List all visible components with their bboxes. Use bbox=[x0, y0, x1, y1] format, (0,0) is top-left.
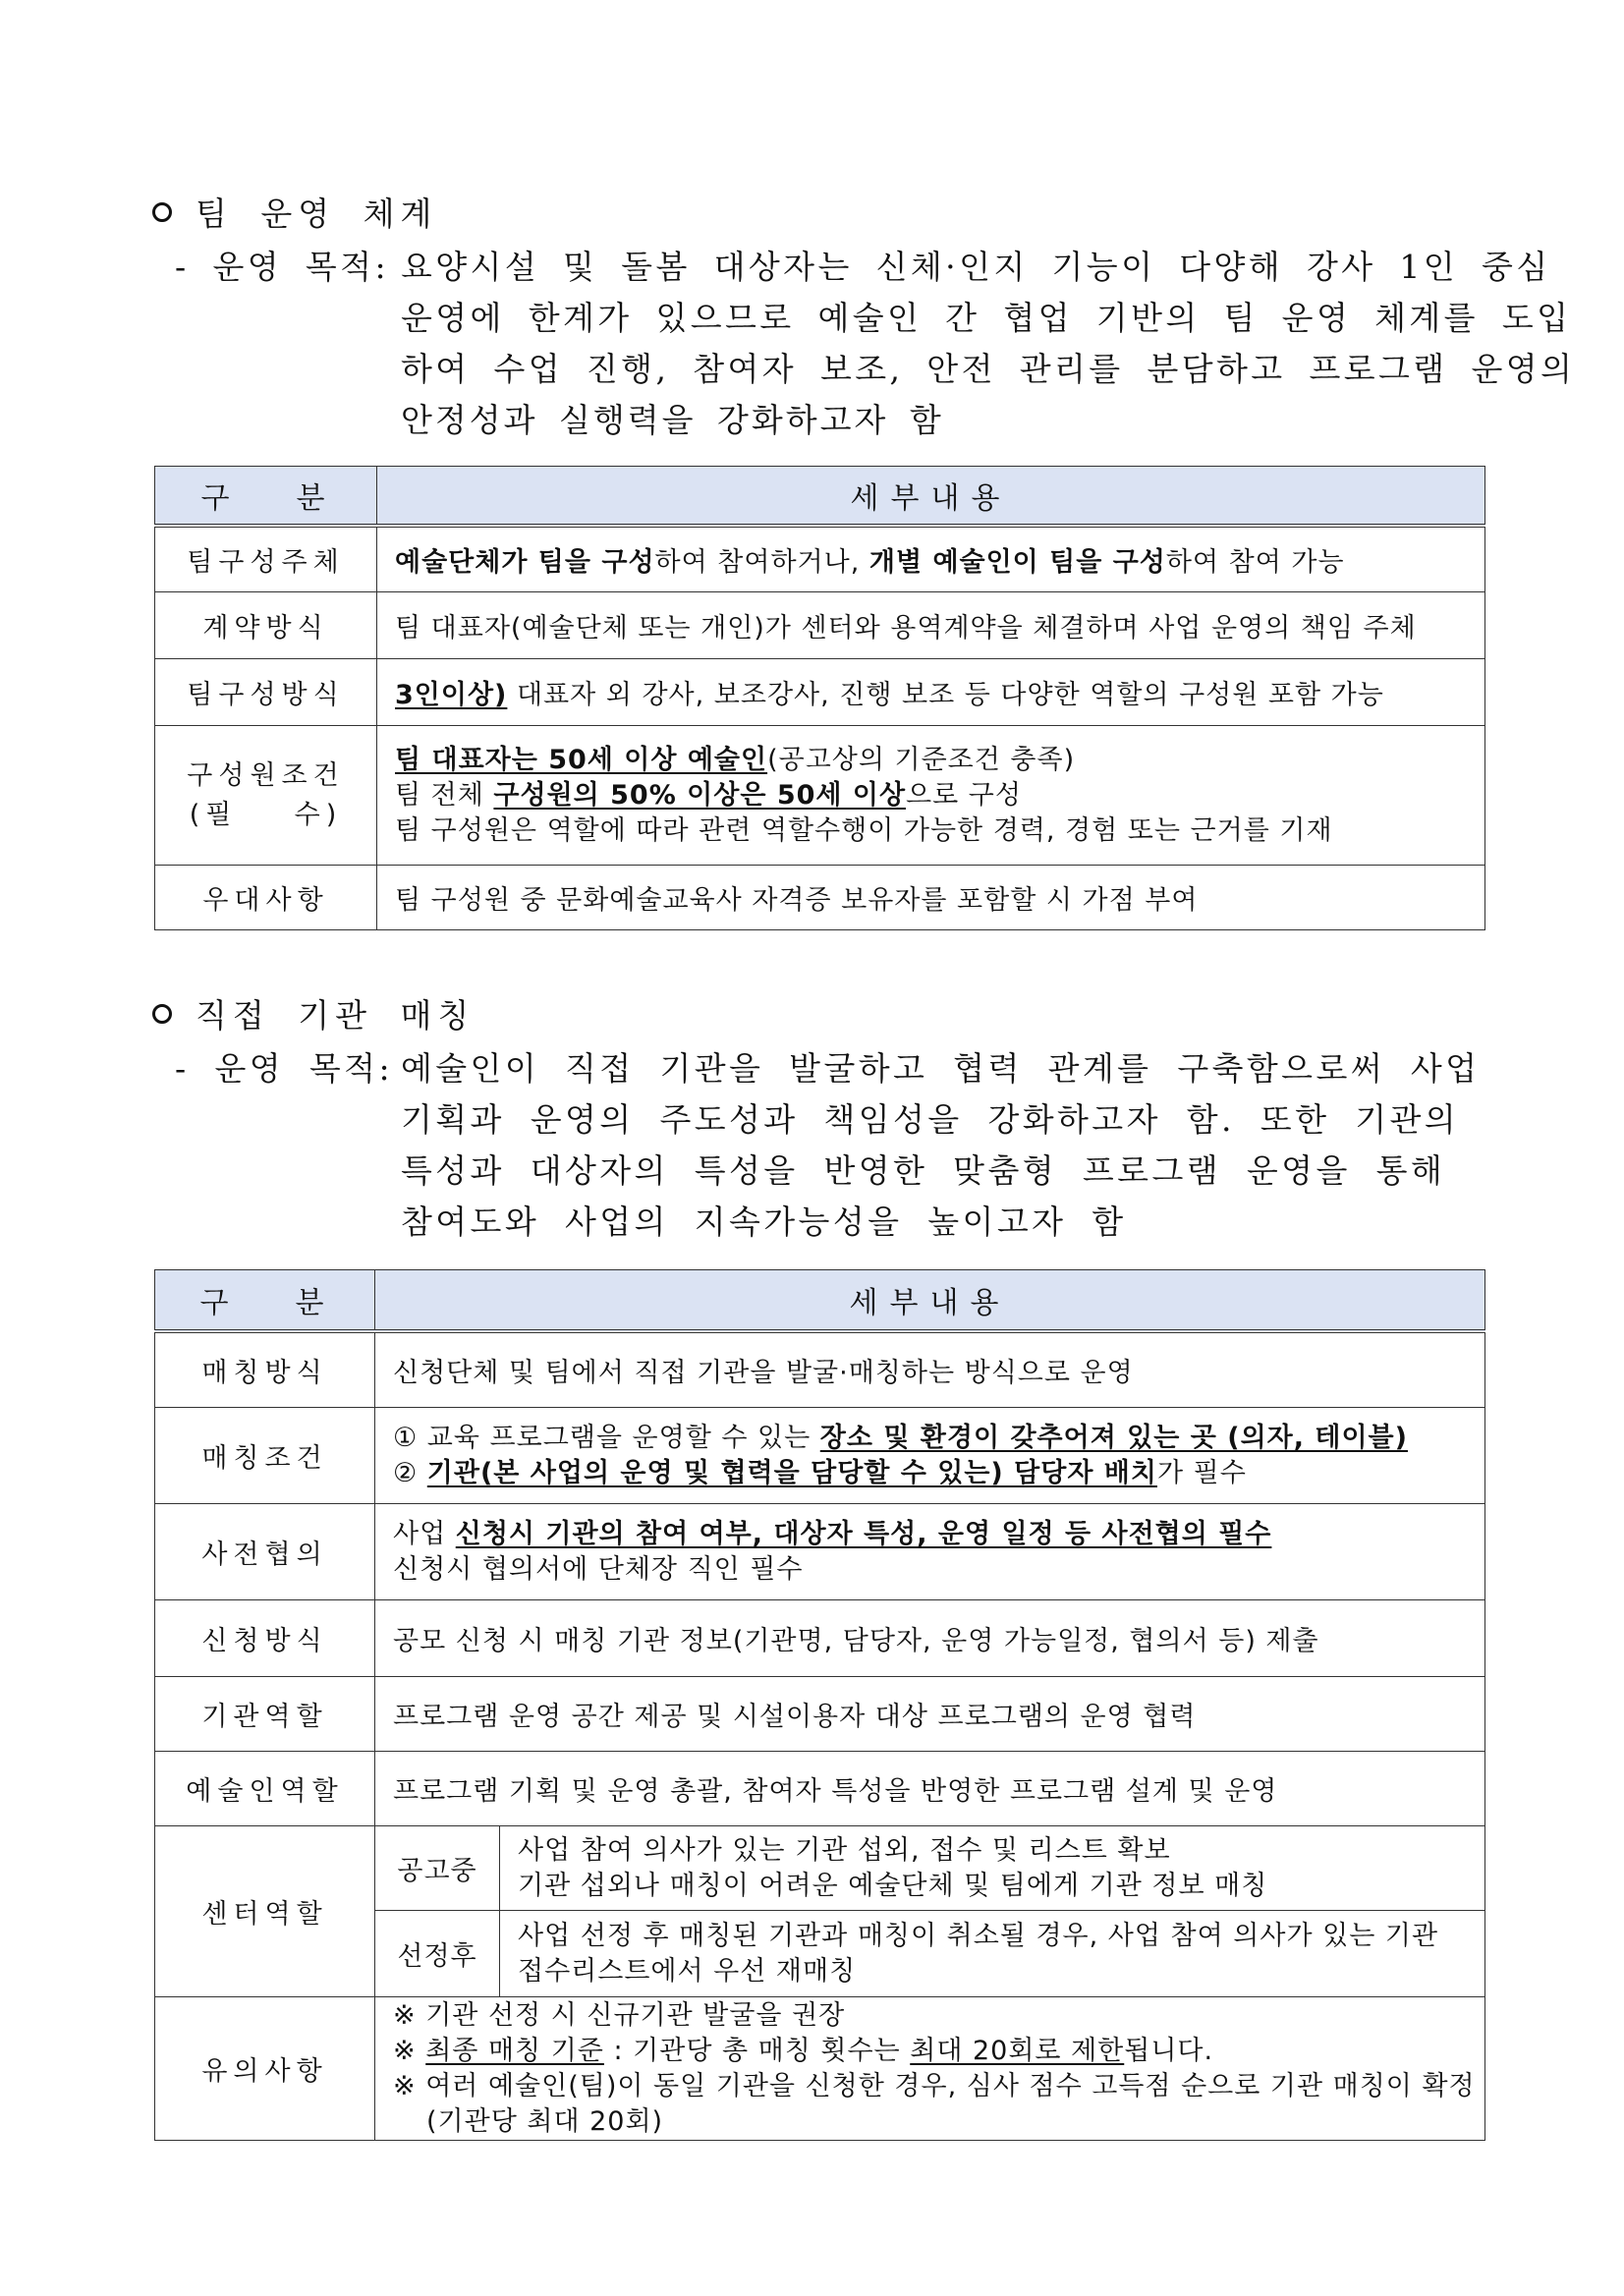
detail-text: 으로 구성 bbox=[906, 779, 1022, 811]
row-detail bbox=[377, 726, 1485, 866]
detail-line: (기관당 최대 20회) bbox=[426, 2105, 664, 2137]
row-category: 우대사항 bbox=[155, 866, 377, 930]
emphasis-text: 3인이상) bbox=[395, 680, 508, 710]
category-text: 구성원조건 bbox=[187, 759, 345, 791]
row-detail: 팀 구성원 중 문화예술교육사 자격증 보유자를 포함할 시 가점 부여 bbox=[377, 866, 1485, 930]
circle-bullet-icon bbox=[152, 202, 172, 222]
table-row bbox=[155, 526, 1485, 592]
detail-line bbox=[393, 1456, 1467, 1491]
detail-line: 신청시 협의서에 단체장 직인 필수 bbox=[393, 1553, 804, 1585]
detail-text: 됩니다. bbox=[1124, 2035, 1214, 2066]
row-category: 팀구성방식 bbox=[155, 659, 377, 726]
table-row bbox=[155, 1331, 1485, 1408]
row-detail bbox=[375, 1504, 1485, 1600]
table-row bbox=[155, 659, 1485, 726]
row-subcategory: 공고중 bbox=[375, 1826, 500, 1911]
row-detail: 공모 신청 시 매칭 기관 정보(기관명, 담당자, 운영 가능일정, 협의서 등) 제출 bbox=[375, 1600, 1485, 1677]
detail-text: : 기관당 총 매칭 횟수는 bbox=[603, 2035, 911, 2066]
detail-text: 팀 전체 bbox=[395, 779, 494, 811]
purpose-line: 참여도와 사업의 지속가능성을 높이고자 함 bbox=[401, 1203, 1127, 1241]
table-header-row bbox=[155, 467, 1485, 526]
table-row bbox=[155, 1677, 1485, 1752]
purpose-label: - 운영 목적: bbox=[175, 248, 389, 286]
table-row bbox=[155, 1408, 1485, 1504]
row-category: 센터역할 bbox=[155, 1826, 375, 1997]
row-detail bbox=[500, 1911, 1485, 1997]
detail-text: 사업 bbox=[393, 1518, 456, 1549]
detail-text: ① 교육 프로그램을 운영할 수 있는 bbox=[393, 1422, 820, 1453]
emphasis-text: 팀 대표자는 50세 이상 예술인 bbox=[395, 744, 768, 775]
row-detail: 팀 대표자(예술단체 또는 개인)가 센터와 용역계약을 체결하며 사업 운영의 책임 주체 bbox=[377, 592, 1485, 659]
emphasis-text: 개별 예술인이 팀을 구성 bbox=[868, 546, 1166, 578]
detail-text: 가 필수 bbox=[1156, 1457, 1247, 1488]
purpose-line: 안정성과 실행력을 강화하고자 함 bbox=[401, 401, 944, 439]
row-category: 사전협의 bbox=[155, 1504, 375, 1600]
row-detail: 프로그램 운영 공간 제공 및 시설이용자 대상 프로그램의 운영 협력 bbox=[375, 1677, 1485, 1752]
emphasis-text: 신청시 기관의 참여 여부, 대상자 특성, 운영 일정 등 사전협의 필수 bbox=[455, 1518, 1272, 1549]
purpose-line: 하여 수업 진행, 참여자 보조, 안전 관리를 분담하고 프로그램 운영의 bbox=[401, 350, 1576, 388]
row-category: 예술인역할 bbox=[155, 1752, 375, 1826]
detail-line: 기관 섭외나 매칭이 어려운 예술단체 및 팀에게 기관 정보 매칭 bbox=[518, 1870, 1268, 1901]
row-category: 팀구성주체 bbox=[155, 526, 377, 592]
detail-line: ※ 여러 예술인(팀)이 동일 기관을 신청한 경우, 심사 점수 고득점 순으로 기관 매칭이 확정 bbox=[393, 2070, 1476, 2101]
header-detail: 세부내용 bbox=[377, 467, 1485, 526]
table-row bbox=[155, 1826, 1485, 1911]
row-detail: 신청단체 및 팀에서 직접 기관을 발굴·매칭하는 방식으로 운영 bbox=[375, 1331, 1485, 1408]
row-detail bbox=[377, 526, 1485, 592]
row-detail bbox=[377, 659, 1485, 726]
table-row bbox=[155, 1752, 1485, 1826]
purpose-line: 예술인이 직접 기관을 발굴하고 협력 관계를 구축함으로써 사업 bbox=[401, 1049, 1481, 1088]
purpose-label: - 운영 목적: bbox=[175, 1049, 393, 1088]
table-row bbox=[155, 866, 1485, 930]
table-row bbox=[155, 1997, 1485, 2141]
detail-line bbox=[393, 1517, 1467, 1552]
emphasis-text: 기관(본 사업의 운영 및 협력을 담당할 수 있는) 담당자 배치 bbox=[426, 1457, 1157, 1488]
detail-line bbox=[393, 1421, 1467, 1456]
row-subcategory: 선정후 bbox=[375, 1911, 500, 1997]
section2-heading bbox=[152, 990, 475, 1036]
row-detail: 프로그램 기획 및 운영 총괄, 참여자 특성을 반영한 프로그램 설계 및 운영 bbox=[375, 1752, 1485, 1826]
row-category: 유의사항 bbox=[155, 1997, 375, 2141]
detail-line: 사업 선정 후 매칭된 기관과 매칭이 취소될 경우, 사업 참여 의사가 있는 기관 bbox=[518, 1920, 1439, 1951]
purpose-line: 요양시설 및 돌봄 대상자는 신체·인지 기능이 다양해 강사 1인 중심 bbox=[401, 248, 1551, 286]
category-sub-text: (필 수) bbox=[189, 799, 343, 830]
section1-title: 팀 운영 체계 bbox=[196, 195, 438, 233]
header-detail: 세부내용 bbox=[375, 1270, 1485, 1331]
table-row bbox=[155, 1504, 1485, 1600]
header-category: 구 분 bbox=[155, 467, 377, 526]
row-category: 계약방식 bbox=[155, 592, 377, 659]
emphasis-text: 최종 매칭 기준 bbox=[425, 2035, 604, 2066]
row-detail bbox=[375, 1408, 1485, 1504]
header-category: 구 분 bbox=[155, 1270, 375, 1331]
detail-line: ※ 기관 선정 시 신규기관 발굴을 권장 bbox=[393, 1999, 846, 2031]
section1-purpose bbox=[175, 242, 1576, 446]
detail-line: 팀 구성원은 역할에 따라 관련 역할수행이 가능한 경력, 경험 또는 근거를 기재 bbox=[395, 814, 1333, 846]
section1-heading bbox=[152, 189, 437, 235]
circle-bullet-icon bbox=[152, 1004, 172, 1024]
row-category bbox=[155, 726, 377, 866]
section2-title: 직접 기관 매칭 bbox=[196, 996, 476, 1035]
emphasis-text: 예술단체가 팀을 구성 bbox=[395, 546, 655, 578]
row-detail bbox=[500, 1826, 1485, 1911]
section2-purpose bbox=[175, 1043, 1491, 1248]
row-category: 기관역할 bbox=[155, 1677, 375, 1752]
emphasis-text: 최대 20회로 제한 bbox=[910, 2035, 1125, 2066]
detail-line bbox=[393, 2034, 1467, 2069]
row-category: 매칭조건 bbox=[155, 1408, 375, 1504]
row-category: 신청방식 bbox=[155, 1600, 375, 1677]
table-row bbox=[155, 592, 1485, 659]
table-header-row bbox=[155, 1270, 1485, 1331]
purpose-line: 특성과 대상자의 특성을 반영한 맞춤형 프로그램 운영을 통해 bbox=[401, 1151, 1446, 1190]
detail-text: 하여 참여하거나, bbox=[654, 546, 869, 578]
detail-line bbox=[395, 743, 1467, 778]
institution-matching-table bbox=[154, 1269, 1485, 2141]
detail-line bbox=[395, 778, 1467, 813]
table-row bbox=[155, 1600, 1485, 1677]
purpose-line: 운영에 한계가 있으므로 예술인 간 협업 기반의 팀 운영 체계를 도입 bbox=[401, 299, 1572, 337]
row-detail bbox=[375, 1997, 1485, 2141]
emphasis-text: 장소 및 환경이 갖추어져 있는 곳 (의자, 테이블) bbox=[819, 1422, 1408, 1453]
emphasis-text: 구성원의 50% 이상은 50세 이상 bbox=[493, 779, 907, 811]
detail-line: 사업 참여 의사가 있는 기관 섭외, 접수 및 리스트 확보 bbox=[518, 1834, 1171, 1866]
purpose-line: 기획과 운영의 주도성과 책임성을 강화하고자 함. 또한 기관의 bbox=[401, 1100, 1460, 1139]
team-structure-table bbox=[154, 466, 1485, 930]
detail-text: ※ bbox=[393, 2035, 426, 2066]
detail-text: 대표자 외 강사, 보조강사, 진행 보조 등 다양한 역할의 구성원 포함 가능 bbox=[507, 680, 1384, 710]
detail-text: ② bbox=[393, 1457, 427, 1488]
detail-text: (공고상의 기준조건 충족) bbox=[767, 744, 1076, 775]
table-row bbox=[155, 726, 1485, 866]
detail-line: 접수리스트에서 우선 재매칭 bbox=[518, 1955, 857, 1987]
detail-text: 하여 참여 가능 bbox=[1165, 546, 1345, 578]
row-category: 매칭방식 bbox=[155, 1331, 375, 1408]
